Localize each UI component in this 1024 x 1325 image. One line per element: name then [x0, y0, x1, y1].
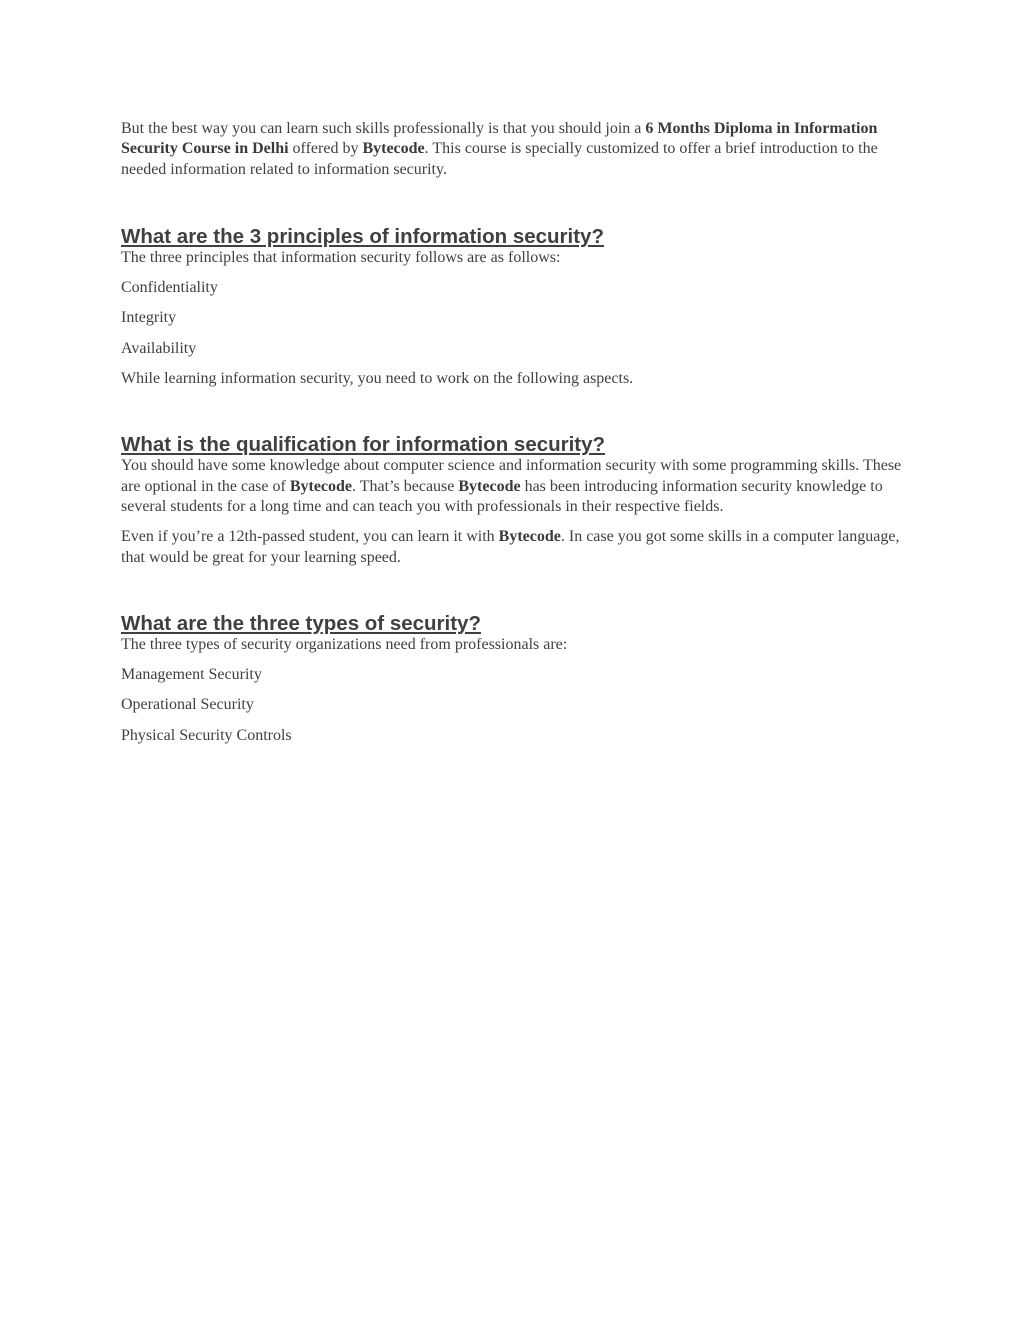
intro-text-3: . This course is specially customized to offer a brief introduction to the needed information related to information security. [121, 140, 878, 178]
qualification-text: Even if you’re a 12th-passed student, you can learn it with [121, 528, 499, 546]
qualification-text: You should have some knowledge about computer science and information security with some programming skills. These are optional in the case of [121, 457, 902, 495]
security-type-item: Operational Security [121, 696, 254, 714]
security-types-lead: The three types of security organizations need from professionals are: [121, 635, 568, 653]
intro-paragraph [121, 119, 906, 180]
security-type-item: Management Security [121, 666, 262, 684]
document-page [121, 119, 906, 756]
principle-item: Confidentiality [121, 279, 218, 297]
section-heading-security-types: What are the three types of security? [121, 611, 481, 635]
brand-name: Bytecode [289, 477, 353, 495]
section-heading-qualification: What is the qualification for information security? [121, 433, 606, 457]
brand-name: Bytecode [498, 528, 561, 546]
qualification-text: . In case you got some skills in a computer language, that would be great for your learning speed. [121, 528, 900, 566]
principles-lead: The three principles that information security follows are as follows: [121, 248, 561, 266]
qualification-text: has been introducing information security knowledge to several students for a long time and can teach you with professionals in their respective fields. [121, 477, 883, 515]
principle-item: Integrity [121, 309, 177, 327]
course-name: 6 Months Diploma in Information Security Course in Delhi [121, 120, 878, 158]
qualification-paragraph-2 [121, 527, 906, 568]
security-type-item: Physical Security Controls [121, 726, 292, 744]
brand-name: Bytecode [458, 477, 521, 495]
qualification-text: . That’s because [352, 477, 459, 495]
principles-closing: While learning information security, you need to work on the following aspects. [121, 370, 634, 388]
section-heading-principles: What are the 3 principles of information security? [121, 224, 604, 248]
intro-text-2: offered by [288, 140, 363, 158]
qualification-paragraph-1 [121, 456, 906, 517]
brand-name: Bytecode [362, 140, 425, 158]
principle-item: Availability [121, 339, 197, 357]
intro-text-1: But the best way you can learn such skills professionally is that you should join a [121, 120, 646, 137]
